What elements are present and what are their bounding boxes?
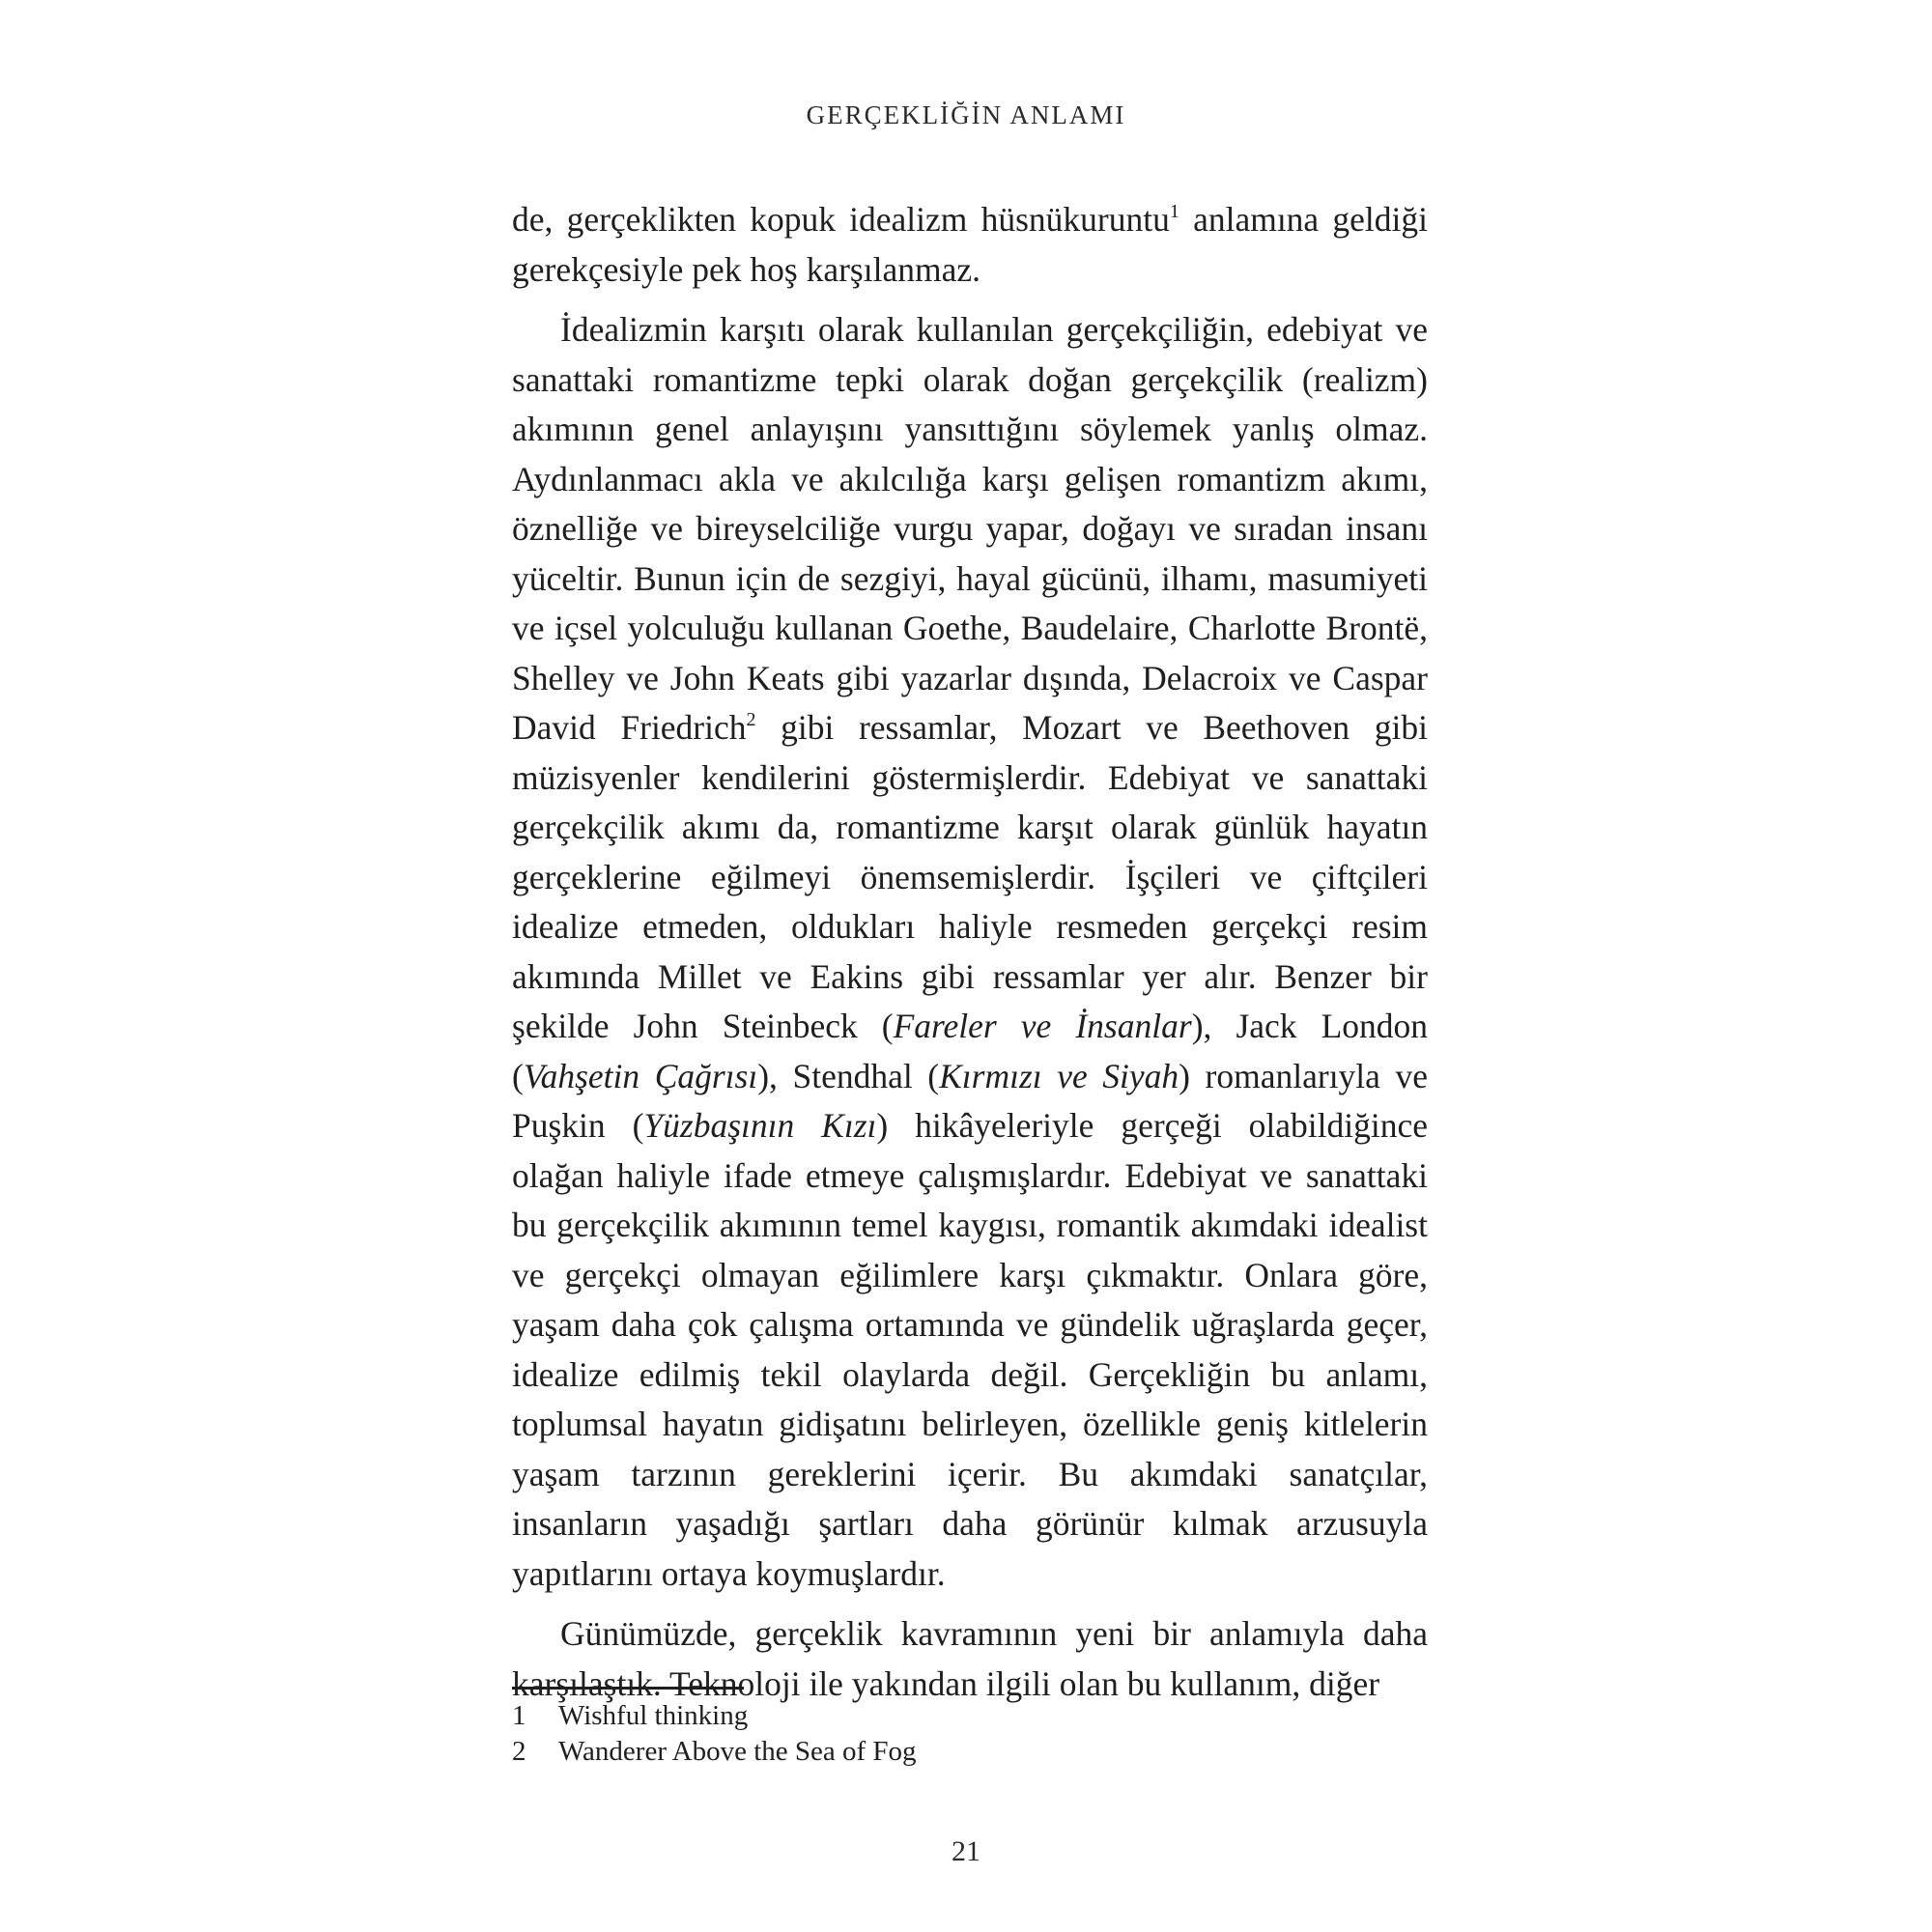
paragraph-2-text-d: ), Stendhal ( xyxy=(757,1056,940,1095)
paragraph-2-text-e: ) romanlarıyla ve Puşkin ( xyxy=(512,1056,1428,1145)
footnote-2 xyxy=(512,1734,1428,1770)
footnote-ref-2: 2 xyxy=(746,709,756,730)
footnote-ref-1: 1 xyxy=(1169,201,1179,222)
paragraph-2-text-a: İdealizmin karşıtı olarak kullanılan gerçekçiliğin, edebiyat ve sanattaki romantizme tepki olarak doğan gerçekçilik (realizm) akımının genel anlayışını yansıttığını söylemek yanlış olmaz. Aydınlanmacı akla ve akılcılığa karşı gelişen romantizm akımı, öznelliğe ve bireyselciliğe vurgu yapar, doğayı ve sıradan insanı yüceltir. Bunun için de sezgiyi, hayal gücünü, ilhamı, masumiyeti ve içsel yolculuğu kullanan Goethe, Baudelaire, Charlotte Brontë, Shelley ve John Keats gibi yazarlar dışında, Delacroix ve Caspar David Friedrich xyxy=(512,310,1428,747)
paragraph-1-text-a: de, gerçeklikten kopuk idealizm hüsnükuruntu xyxy=(512,200,1170,239)
footnotes xyxy=(512,1698,1428,1770)
paragraph-2-text-b: gibi ressamlar, Mozart ve Beethoven gibi müzisyenler kendilerini göstermişlerdir. Edebiyat ve sanattaki gerçekçilik akımı da, romantizme karşıt olarak günlük hayatın gerçeklerine eğilmeyi önemsemişlerdir. İşçileri ve çiftçileri idealize etmeden, oldukları haliyle resmeden gerçekçi resim akımında Millet ve Eakins gibi ressamlar yer alır. Benzer bir şekilde John Steinbeck ( xyxy=(512,708,1428,1045)
footnote-number: 2 xyxy=(512,1736,526,1767)
footnote-text: Wishful thinking xyxy=(558,1700,749,1731)
book-title-kirmizi-ve-siyah: Kırmızı ve Siyah xyxy=(939,1056,1179,1095)
paragraph-3 xyxy=(512,1609,1428,1709)
paragraph-1 xyxy=(512,195,1428,295)
book-title-yuzbasinin-kizi: Yüzbaşının Kızı xyxy=(643,1106,877,1145)
paragraph-2-text-c: ), Jack London ( xyxy=(512,1007,1429,1095)
book-title-vahsetin-cagrisi: Vahşetin Çağrısı xyxy=(523,1056,758,1095)
paragraph-2-text-f: ) hikâyeleriyle gerçeği olabildiğince olağan haliyle ifade etmeye çalışmışlardır. Edebiyat ve sanattaki bu gerçekçilik akımının temel kaygısı, romantik akımdaki idealist ve gerçekçi olmayan eğilimlere karşı çıkmaktır. Onlara göre, yaşam daha çok çalışma ortamında ve gündelik uğraşlarda geçer, idealize edilmiş tekil olaylarda değil. Gerçekliğin bu anlamı, toplumsal hayatın gidişatını belirleyen, özellikle geniş kitlelerin yaşam tarzının gereklerini içerir. Bu akımdaki sanatçılar, insanların yaşadığı şartları daha görünür kılmak arzusuyla yapıtlarını ortaya koymuşlardır. xyxy=(512,1106,1429,1593)
footnote-1 xyxy=(512,1698,1428,1734)
paragraph-3-text: Günümüzde, gerçeklik kavramının yeni bir anlamıyla daha karşılaştık. Teknoloji ile yakından ilgili olan bu kullanım, diğer xyxy=(512,1614,1428,1703)
page-number: 21 xyxy=(952,1835,980,1867)
paragraph-2 xyxy=(512,305,1428,1599)
footnote-text: Wanderer Above the Sea of Fog xyxy=(558,1736,917,1767)
footnote-number: 1 xyxy=(512,1700,526,1731)
footnote-divider xyxy=(512,1687,744,1690)
book-title-fareler-ve-insanlar: Fareler ve İnsanlar xyxy=(893,1007,1192,1045)
body-text xyxy=(512,195,1428,1709)
paragraph-1-text-b: anlamına geldiği gerekçesiyle pek hoş karşılanmaz. xyxy=(512,200,1428,289)
running-head: GERÇEKLİĞİN ANLAMI xyxy=(806,100,1126,129)
